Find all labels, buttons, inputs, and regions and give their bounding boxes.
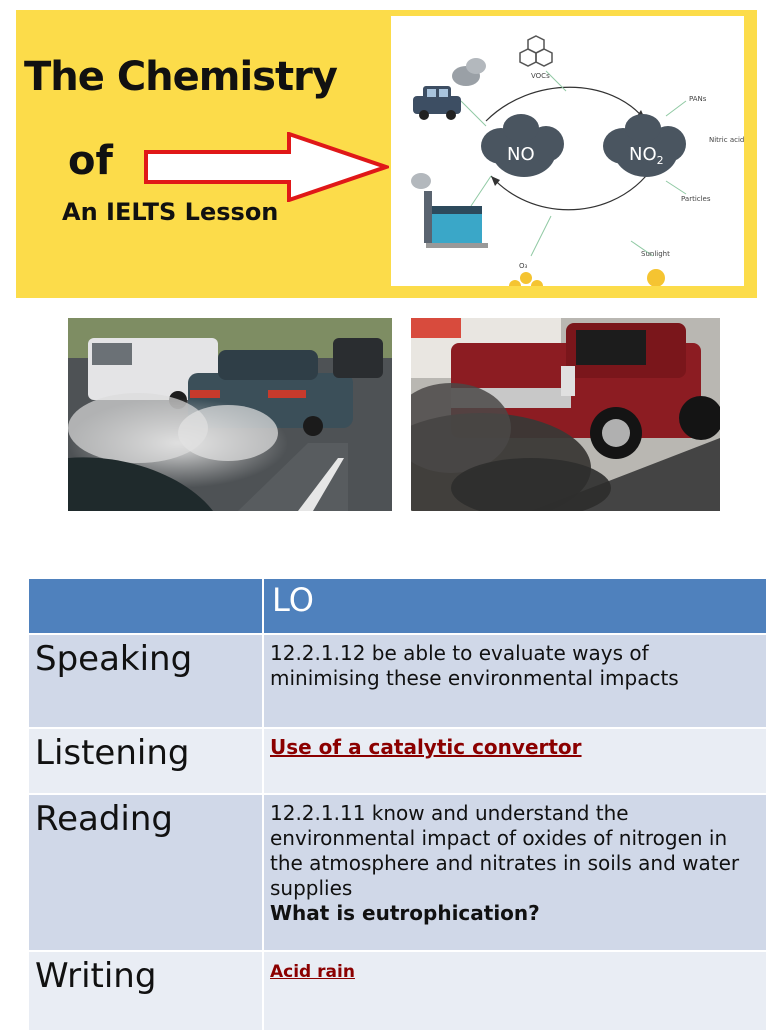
banner-title-of: of [68,138,113,184]
node-no2-label: $NO_2$ [629,144,664,167]
red-arrow-icon [144,132,389,202]
objective-reading-cell [263,794,767,951]
objective-writing-cell [263,951,767,1031]
label-vocs: VOCs [531,72,550,80]
header-empty-cell [28,578,263,634]
factory-icon [411,173,488,248]
objective-speaking: 12.2.1.12 be able to evaluate ways of minimising these environmental impacts [263,634,767,728]
table-row [28,634,767,728]
objective-listening-cell [263,728,767,794]
label-pans: PANs [689,95,707,103]
table-header-row [28,578,767,634]
label-sunlight: Sunlight [641,250,670,258]
objective-reading: 12.2.1.11 know and understand the environmental impact of oxides of nitrogen in the atmosphere and nitrates in soils and water supplies [270,801,740,900]
label-o3: O₃ [519,262,528,270]
banner-subtitle: An IELTS Lesson [62,198,279,226]
ozone-icon [509,272,543,286]
catalytic-convertor-link[interactable]: Use of a catalytic convertor [270,735,582,759]
skill-reading: Reading [28,794,263,951]
header-lo: LO [263,578,767,634]
nox-cycle-diagram [391,16,744,286]
car-exhaust-photo [68,318,392,511]
car-icon [413,58,486,120]
table-row [28,728,767,794]
label-particles: Particles [681,195,711,203]
acid-rain-link[interactable]: Acid rain [270,962,355,982]
skill-listening: Listening [28,728,263,794]
table-row [28,951,767,1031]
title-banner [16,10,757,298]
node-no-label: NO [507,144,535,165]
label-nitric-acid: Nitric acid [709,136,744,144]
learning-objectives-table [27,577,768,1032]
molecule-icon [520,36,552,66]
truck-smoke-photo [411,318,720,511]
skill-writing: Writing [28,951,263,1031]
skill-speaking: Speaking [28,634,263,728]
reading-question: What is eutrophication? [270,901,540,925]
table-row [28,794,767,951]
banner-title: The Chemistry [24,54,337,100]
sun-icon [647,269,665,286]
